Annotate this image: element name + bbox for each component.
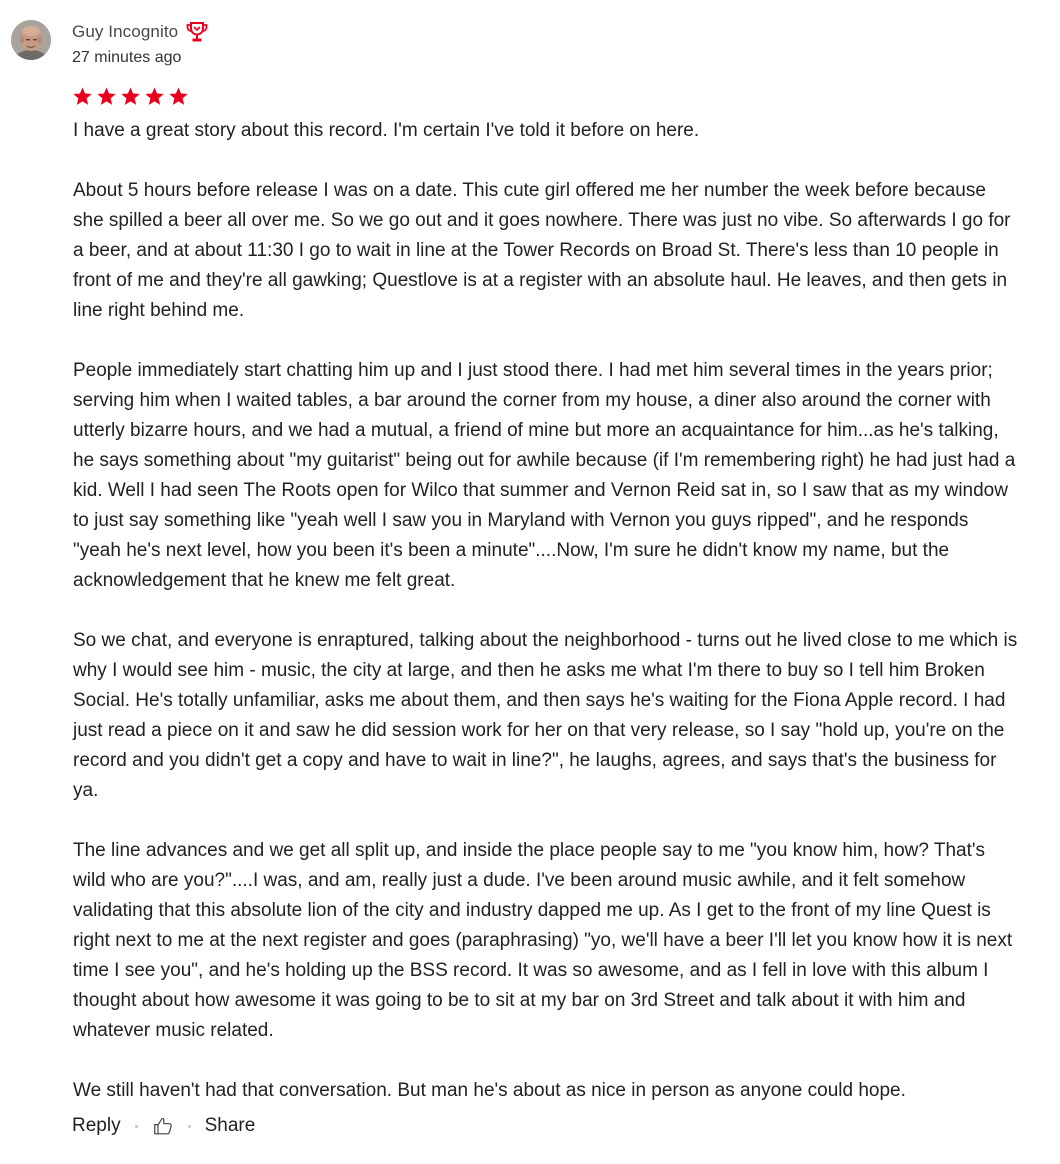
- comment-paragraph: We still haven't had that conversation. But man he's about as nice in person as anyone could hope.: [73, 1080, 906, 1101]
- avatar-image: [11, 20, 51, 60]
- thumbs-up-icon[interactable]: [152, 1115, 174, 1137]
- separator-dot: [135, 1125, 138, 1128]
- timestamp: 27 minutes ago: [72, 49, 182, 66]
- separator-dot: [188, 1125, 191, 1128]
- avatar[interactable]: [11, 20, 51, 60]
- author-name[interactable]: Guy Incognito: [72, 22, 179, 41]
- comment-paragraph: People immediately start chatting him up and I just stood there. I had met him several times in the years prior; serving him when I waited tables, a bar around the corner from my house, a diner also around the corner with utterly bizarre hours, and we had a mutual, a friend of mine but more an acquaintance for him...as he's talking, he says something about "my guitarist" being out for awhile because (if I'm remembering right) he had just had a kid. Well I had seen The Roots open for Wilco that summer and Vernon Reid sat in, so I saw that as my window to just say something like "yeah well I saw you in Maryland with Vernon you guys ripped", and he responds "yeah he's next level, how you been it's been a minute"....Now, I'm sure he didn't know my name, but the acknowledgement that he knew me felt great.: [73, 360, 1016, 591]
- share-button[interactable]: Share: [204, 1115, 256, 1136]
- comment-paragraph: About 5 hours before release I was on a date. This cute girl offered me her number the week before because she spilled a beer all over me. So we go out and it goes nowhere. There was just no vibe. So afterwards I go for a beer, and at about 11:30 I go to wait in line at the Tower Records on Broad St. There's less than 10 people in front of me and they're all gawking; Questlove is at a register with an absolute haul. He leaves, and then gets in line right behind me.: [73, 180, 1011, 321]
- trophy-icon: [185, 20, 209, 44]
- star-icon: [120, 86, 141, 107]
- comment-header: [72, 20, 209, 68]
- comment-paragraph: So we chat, and everyone is enraptured, talking about the neighborhood - turns out he lived close to me which is why I would see him - music, the city at large, and then he asks me what I'm there to buy so I tell him Broken Social. He's totally unfamiliar, asks me about them, and then says he's waiting for the Fiona Apple record. I had just read a piece on it and saw he did session work for her on that very release, so I say "hold up, you're on the record and you didn't get a copy and have to wait in line?", he laughs, agrees, and says that's the business for ya.: [73, 630, 1018, 801]
- author-row: [72, 20, 209, 44]
- comment-actions: [72, 1112, 255, 1140]
- comment-body: [73, 116, 1018, 1106]
- star-icon: [168, 86, 189, 107]
- comment-paragraph: The line advances and we get all split up, and inside the place people say to me "you know him, how? That's wild who are you?"....I was, and am, really just a dude. I've been around music awhile, and it felt somehow validating that this absolute lion of the city and industry dapped me up. As I get to the front of my line Quest is right next to me at the next register and goes (paraphrasing) "yo, we'll have a beer I'll let you know how it is next time I see you", and he's holding up the BSS record. It was so awesome, and as I fell in love with this album I thought about how awesome it was going to be to sit at my bar on 3rd Street and talk about it with him and whatever music related.: [73, 840, 1013, 1041]
- star-icon: [144, 86, 165, 107]
- comment-paragraph: I have a great story about this record. I'm certain I've told it before on here.: [73, 120, 700, 141]
- star-rating: [72, 86, 189, 107]
- star-icon: [72, 86, 93, 107]
- star-icon: [96, 86, 117, 107]
- reply-button[interactable]: Reply: [72, 1115, 121, 1136]
